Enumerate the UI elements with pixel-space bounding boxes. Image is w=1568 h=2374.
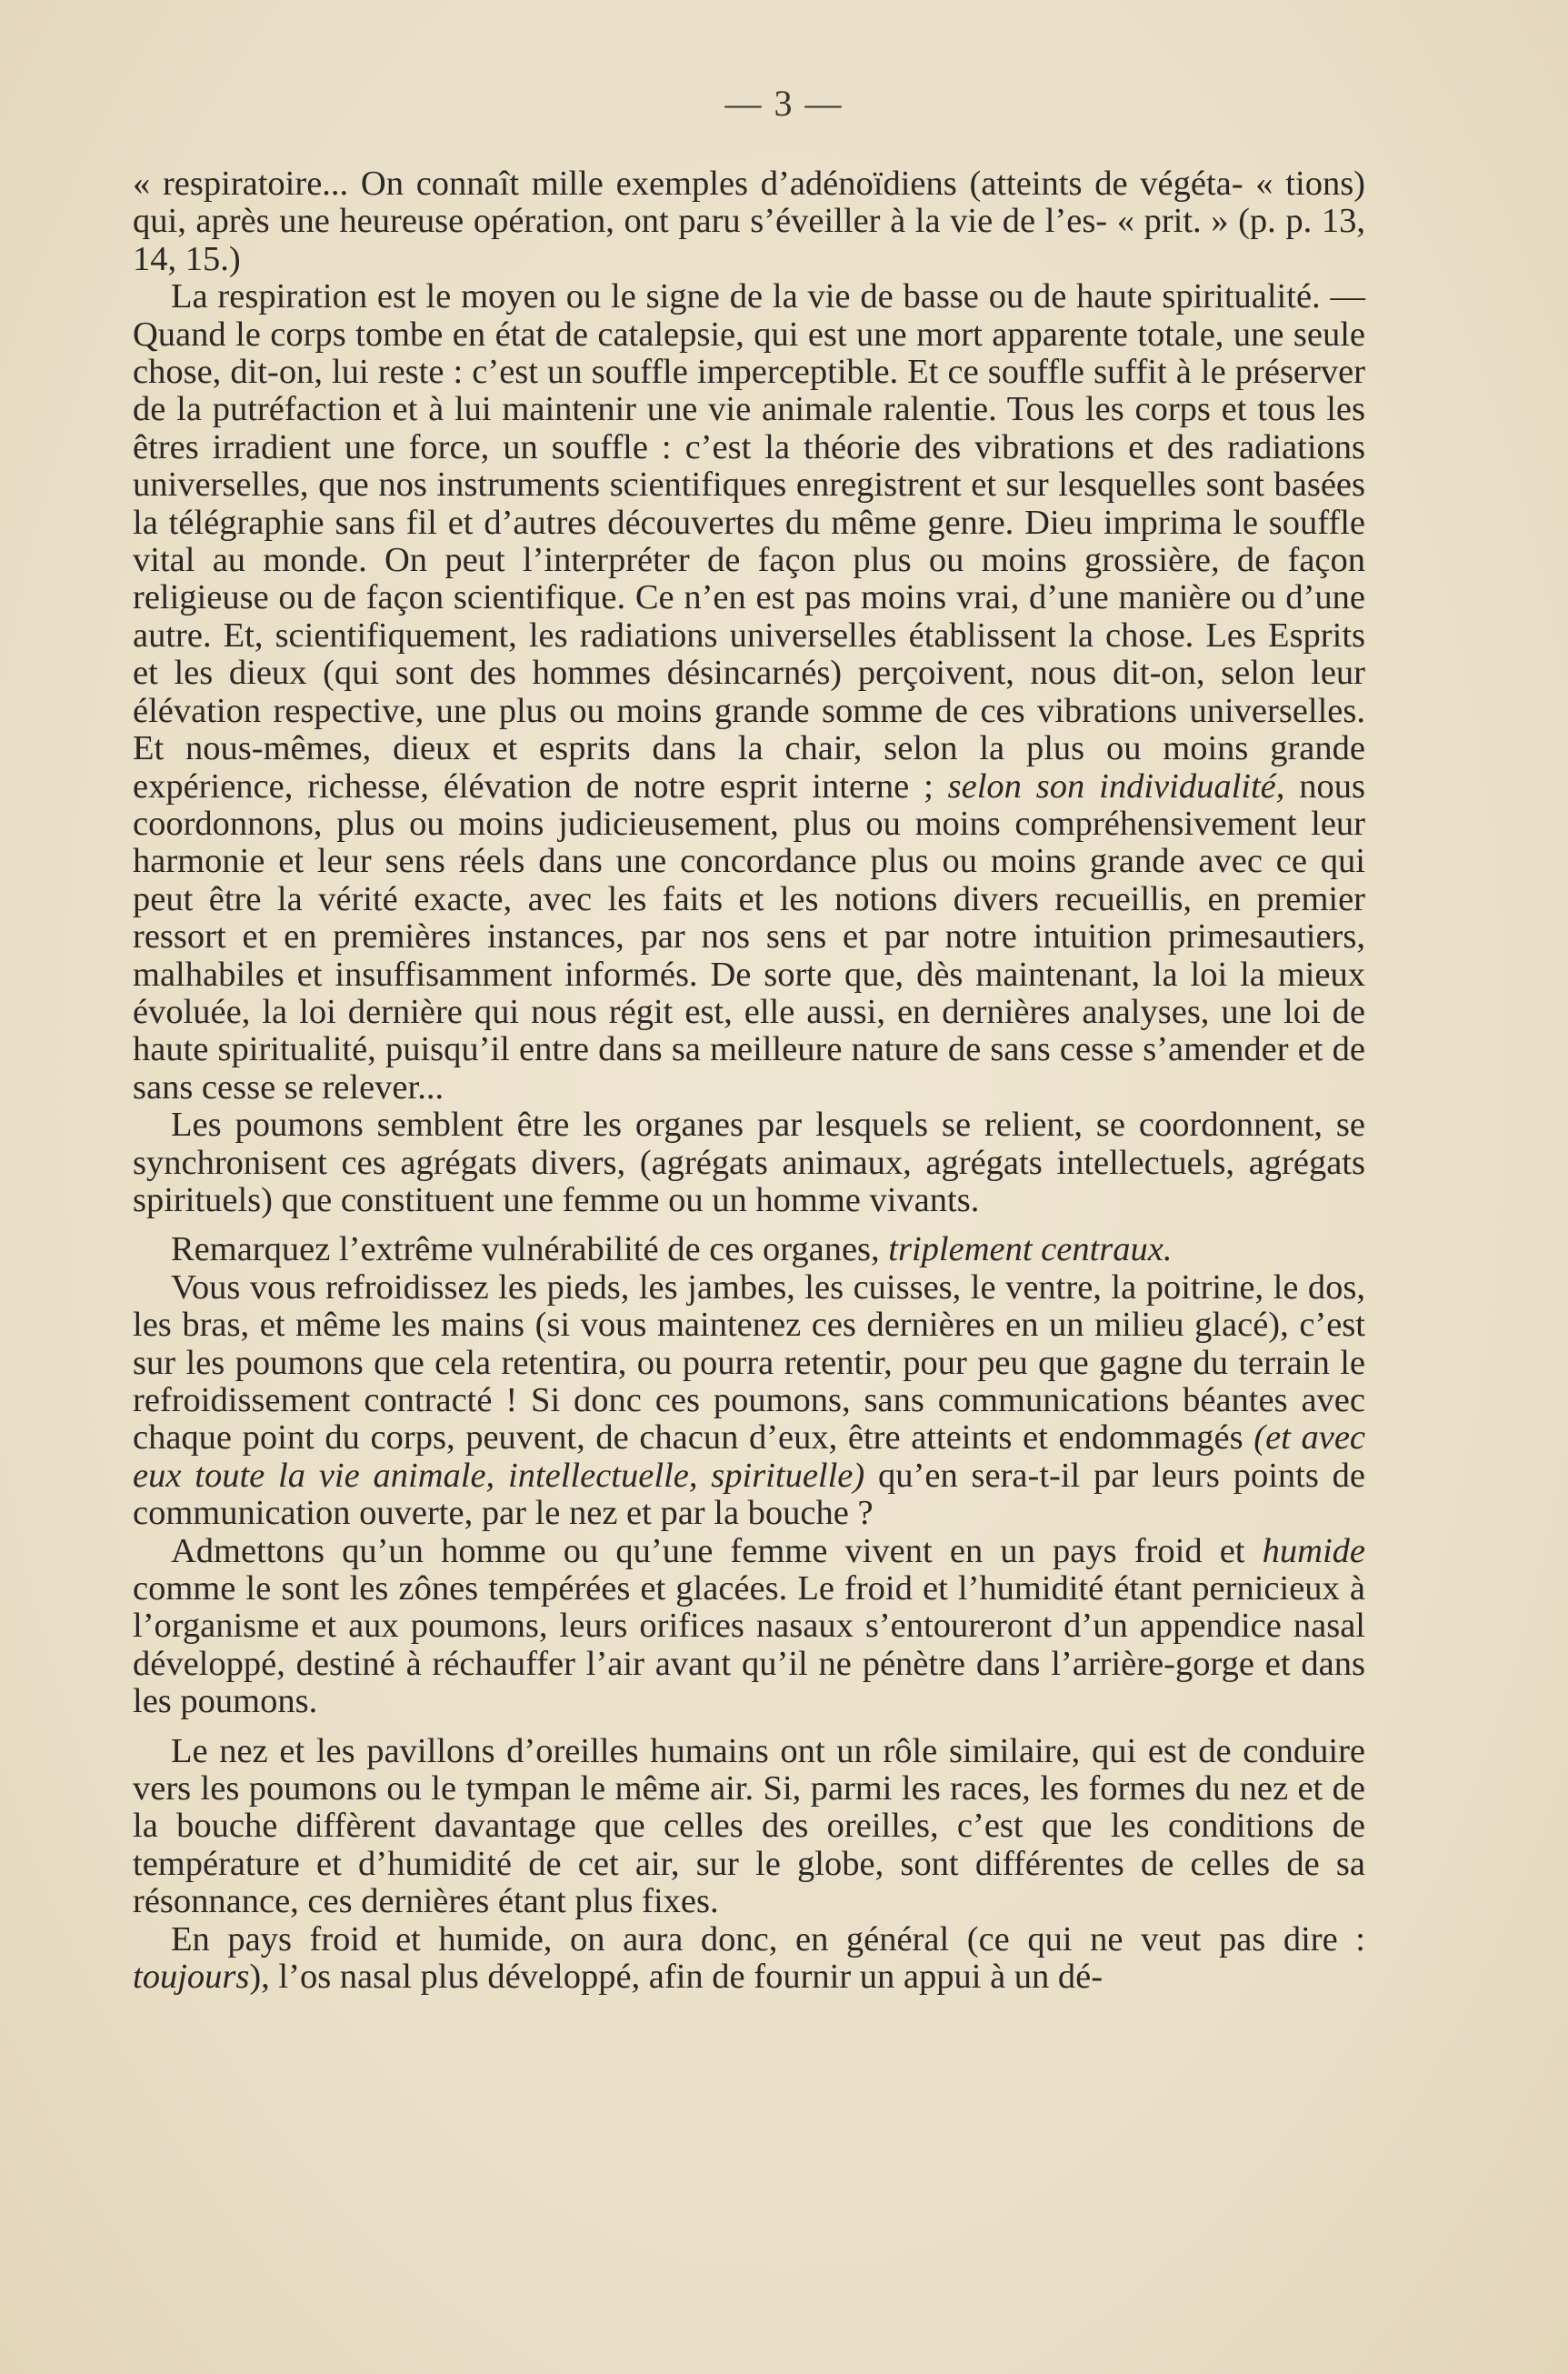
paragraph-4 — [133, 1231, 1365, 1268]
paragraph-2 — [133, 278, 1365, 1107]
paragraph-6-text-cont: comme le sont les zônes tempérées et glacées. Le froid et l’humidité étant pernicieux à l’organisme et aux poumons, leurs orifices nasaux s’entoureront d’un appendice nasal développé, destiné à réchauffer l’air avant qu’il ne pénètre dans l’arrière-gorge et dans les poumons. — [133, 1569, 1365, 1721]
paragraph-5-italic: (et avec eux toute la vie animale, intellectuelle, spirituelle) — [133, 1418, 1366, 1495]
paragraph-8-text: En pays froid et humide, on aura donc, en général (ce qui ne veut pas dire : — [171, 1919, 1365, 1958]
page-number: — 3 — — [724, 83, 844, 124]
paragraph-5-text-cont: qu’en sera-t-il par leurs points de communication ouverte, par le nez et par la bouche ? — [133, 1456, 1365, 1533]
paragraph-3 — [133, 1107, 1365, 1219]
paragraph-3-text: Les poumons semblent être les organes par lesquels se relient, se coordonnent, se synchronisent ces agrégats divers, (agrégats animaux, agrégats intellectuels, agrégats spirituels) que constituent une femme ou un homme vivants. — [133, 1106, 1365, 1219]
paragraph-1-text: « respiratoire... On connaît mille exemples d’adénoïdiens (atteints de végéta- « tions) qui, après une heureuse opération, ont paru s’éveiller à la vie de l’es- « prit. » (p. p. 13, 14, 15.) — [133, 165, 1365, 278]
paragraph-5 — [133, 1269, 1365, 1533]
paragraph-6 — [133, 1533, 1365, 1721]
paragraph-2-italic: selon son individualité, — [947, 766, 1285, 806]
paragraph-2-text: La respiration est le moyen ou le signe de la vie de basse ou de haute spiritualité. — Quand le corps tombe en état de catalepsie, qui est une mort apparente totale, une seule chose, dit-on, lui reste : c’est un souffle imperceptible. Et ce souffle suffit à le préserver de la putréfaction et à lui maintenir une vie animale ralentie. Tous les corps et tous les êtres irradient une force, un souffle : c’est la théorie des vibrations et des radiations universelles, que nos instruments scientifiques enregistrent et sur lesquelles sont basées la télégraphie sans fil et d’autres découvertes du même genre. Dieu imprima le souffle vital au monde. On peut l’interpréter de façon plus ou moins grossière, de façon religieuse ou de façon scientifique. Ce n’en est pas moins vrai, d’une manière ou d’une autre. Et, scientifiquement, les radiations universelles établissent la chose. Les Esprits et les dieux (qui sont des hommes désincarnés) perçoivent, nous dit-on, selon leur élévation respective, une plus ou moins grande somme de ces vibrations universelles. Et nous-mêmes, dieux et esprits dans la chair, selon la plus ou moins grande expérience, richesse, élévation de notre esprit interne ; — [133, 277, 1365, 806]
paragraph-8-italic: toujours — [133, 1958, 250, 1997]
paragraph-6-italic: humide — [1262, 1531, 1365, 1570]
paragraph-1 — [133, 165, 1365, 278]
paragraph-6-text: Admettons qu’un homme ou qu’une femme vivent en un pays froid et — [171, 1531, 1263, 1570]
paragraph-8 — [133, 1921, 1365, 1997]
paragraph-7-text: Le nez et les pavillons d’oreilles humains ont un rôle similaire, qui est de conduire vers les poumons ou le tympan le même air. Si, parmi les races, les formes du nez et de la bouche diffèrent davantage que celles des oreilles, c’est que les conditions de température et d’humidité de cet air, sur le globe, sont différentes de celles de sa résonnance, ces dernières étant plus fixes. — [133, 1731, 1365, 1921]
body-text — [133, 165, 1365, 1997]
paragraph-8-text-cont: ), l’os nasal plus développé, afin de fournir un appui à un dé- — [249, 1958, 1104, 1997]
paragraph-7 — [133, 1733, 1365, 1921]
paragraph-4-italic: triplement centraux. — [888, 1230, 1173, 1269]
paragraph-4-text: Remarquez l’extrême vulnérabilité de ces organes, — [171, 1230, 889, 1269]
paragraph-5-text: Vous vous refroidissez les pieds, les jambes, les cuisses, le ventre, la poitrine, le dos, les bras, et même les mains (si vous maintenez ces dernières en un milieu glacé), c’est sur les poumons que cela retentira, ou pourra retentir, pour peu que gagne du terrain le refroidissement contracté ! Si donc ces poumons, sans communications béantes avec chaque point du corps, peuvent, de chacun d’eux, être atteints et endommagés — [133, 1267, 1365, 1457]
paragraph-2-text-cont: nous coordonnons, plus ou moins judicieusement, plus ou moins compréhensivement leur harmonie et leur sens réels dans une concordance plus ou moins grande avec ce qui peut être la vérité exacte, avec les faits et les notions divers recueillis, en premier ressort et en premières instances, par nos sens et par notre intuition primesautiers, malhabiles et insuffisamment informés. De sorte que, dès maintenant, la loi la mieux évoluée, la loi dernière qui nous régit est, elle aussi, en dernières analyses, une loi de haute spiritualité, puisqu’il entre dans sa meilleure nature de sans cesse s’amender et de sans cesse se relever... — [133, 766, 1366, 1107]
